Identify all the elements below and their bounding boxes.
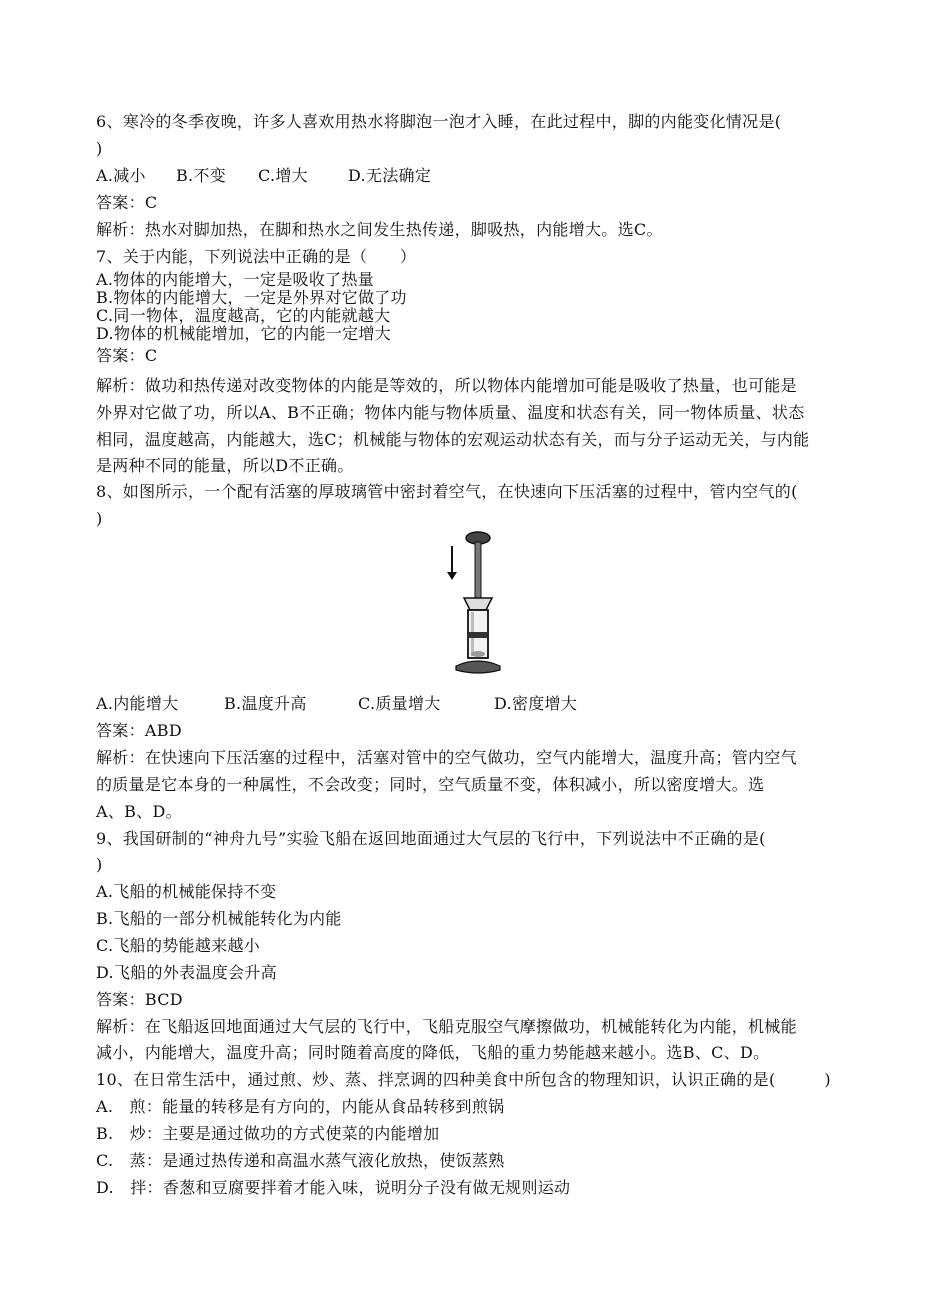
tube-collar (464, 598, 492, 610)
arrow-head-icon (447, 572, 457, 580)
q6-answer: 答案：C (96, 193, 158, 212)
q7-option-a: A.物体的内能增大，一定是吸收了热量 (96, 270, 375, 289)
q8-stem-close: ) (96, 509, 103, 528)
q7-option-b: B.物体的内能增大，一定是外界对它做了功 (96, 288, 407, 307)
q6-option-a: A.减小 (96, 166, 146, 185)
piston-rod (475, 542, 481, 602)
q7-analysis-line: 解析：做功和热传递对改变物体的内能是等效的，所以物体内能增加可能是吸收了热量，也可能是 (96, 376, 797, 395)
q8-analysis-line: 的质量是它本身的一种属性，不会改变；同时，空气质量不变，体积减小，所以密度增大。选 (96, 775, 765, 794)
q8-option-d: D.密度增大 (494, 694, 578, 713)
q9-stem-close: ) (96, 855, 103, 874)
q7-option-c: C.同一物体，温度越高，它的内能就越大 (96, 306, 391, 325)
q9-option-b: B.飞船的一部分机械能转化为内能 (96, 909, 342, 928)
q8-option-a: A.内能增大 (96, 694, 179, 713)
q6-stem: 6、寒冷的冬季夜晚，许多人喜欢用热水将脚泡一泡才入睡，在此过程中，脚的内能变化情况是( (96, 112, 782, 131)
q8-answer: 答案：ABD (96, 721, 182, 740)
q7-analysis-line: 外界对它做了功，所以A、B不正确；物体内能与物体质量、温度和状态有关，同一物体质量、状态 (96, 403, 805, 422)
q10-option-d: D. 拌：香葱和豆腐要拌着才能入味，说明分子没有做无规则运动 (96, 1178, 571, 1197)
q7-answer: 答案：C (96, 346, 158, 365)
q10-option-a: A. 煎：能量的转移是有方向的，内能从食品转移到煎锅 (96, 1097, 505, 1116)
q6-analysis: 解析：热水对脚加热，在脚和热水之间发生热传递，脚吸热，内能增大。选C。 (96, 220, 663, 239)
q9-option-c: C.飞船的势能越来越小 (96, 936, 261, 955)
q9-stem: 9、我国研制的“神舟九号”实验飞船在返回地面通过大气层的飞行中，下列说法中不正确的是( (96, 829, 766, 848)
q9-answer: 答案：BCD (96, 990, 183, 1009)
tube-base (456, 661, 500, 673)
q8-analysis-line: 解析：在快速向下压活塞的过程中，活塞对管中的空气做功，空气内能增大，温度升高；管内空气 (96, 748, 797, 767)
q6-option-c: C.增大 (258, 166, 308, 185)
q9-option-a: A.飞船的机械能保持不变 (96, 882, 277, 901)
q6-stem-close: ) (96, 139, 103, 158)
q6-option-b: B.不变 (176, 166, 227, 185)
q7-analysis-line: 相同，温度越高，内能越大，选C；机械能与物体的宏观运动状态有关，而与分子运动无关，与内能 (96, 430, 810, 449)
q10-option-b: B. 炒：主要是通过做功的方式使菜的内能增加 (96, 1124, 440, 1143)
q9-option-d: D.飞船的外表温度会升高 (96, 963, 277, 982)
q7-analysis-line: 是两种不同的能量，所以D不正确。 (96, 456, 354, 475)
q8-option-c: C.质量增大 (358, 694, 441, 713)
q6-options (96, 166, 856, 186)
cotton-wool (471, 651, 485, 657)
q7-stem: 7、关于内能，下列说法中正确的是（ ） (96, 247, 417, 266)
piston-head (469, 632, 487, 638)
q9-analysis-line: 解析：在飞船返回地面通过大气层的飞行中，飞船克服空气摩擦做功，机械能转化为内能，机械能 (96, 1017, 797, 1036)
q8-analysis-line: A、B、D。 (96, 802, 182, 821)
q8-option-b: B.温度升高 (224, 694, 307, 713)
q7-option-d: D.物体的机械能增加，它的内能一定增大 (96, 324, 392, 343)
q10-option-c: C. 蒸：是通过热传递和高温水蒸气液化放热，使饭蒸熟 (96, 1151, 505, 1170)
q10-stem: 10、在日常生活中，通过煎、炒、蒸、拌烹调的四种美食中所包含的物理知识，认识正确的是( ) (96, 1070, 831, 1089)
q9-analysis-line: 减小，内能增大，温度升高；同时随着高度的降低，飞船的重力势能越来越小。选B、C、D。 (96, 1043, 770, 1062)
q6-option-d: D.无法确定 (348, 166, 432, 185)
q8-options (96, 694, 856, 714)
piston-tube-figure (430, 528, 520, 676)
q8-stem: 8、如图所示，一个配有活塞的厚玻璃管中密封着空气，在快速向下压活塞的过程中，管内空气的( (96, 482, 798, 501)
